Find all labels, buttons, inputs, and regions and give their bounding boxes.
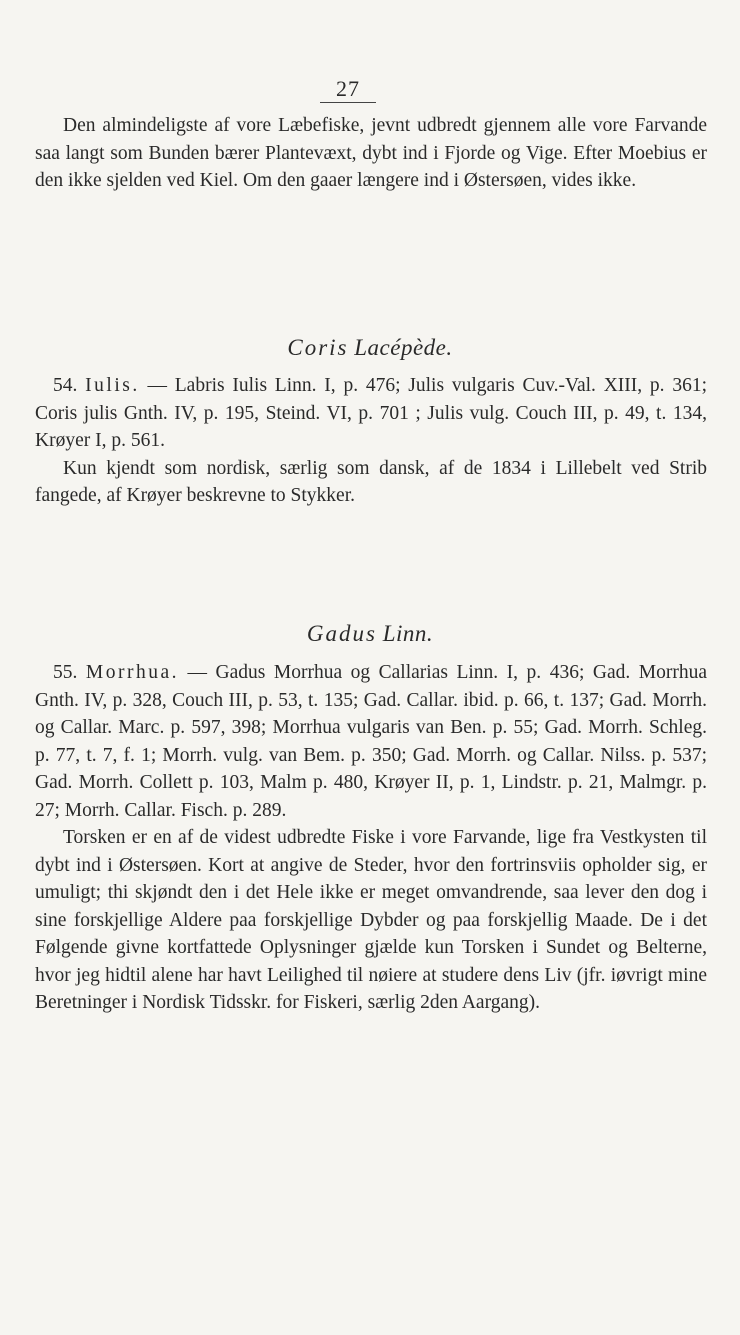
- page-number: 27: [320, 76, 376, 103]
- entry-55-synonymy: [35, 659, 707, 824]
- section-heading-coris: [0, 334, 740, 362]
- entry-54: [35, 372, 707, 510]
- genus-name: Gadus: [306, 621, 377, 646]
- entry-number: 54.: [53, 375, 78, 396]
- intro-paragraph: Den almindeligste af vore Læbefiske, jevnt udbredt gjennem alle vore Farvande saa langt som Bunden bærer Plantevæxt, dybt ind i Fjorde og Vige. Efter Moebius er den ikke sjelden ved Kiel. Om den gaaer længere ind i Østersøen, vides ikke.: [35, 115, 707, 191]
- species-name: Morrhua.: [85, 662, 179, 683]
- synonymy-text: — Gadus Morrhua og Callarias Linn. I, p. 436; Gad. Morrhua Gnth. IV, p. 328, Couch III, p. 53, t. 135; Gad. Callar. ibid. p. 66, t. 137; Gad. Morrh. og Callar. Marc. p. 597, 398; Morrhua vulgaris van Ben. p. 55; Gad. Morrh. Schleg. p. 77, t. 7, f. 1; Morrh. vulg. van Bem. p. 350; Gad. Morrh. og Callar. Nilss. p. 537; Gad. Morrh. Collett p. 103, Malm p. 480, Krøyer II, p. 1, Lindstr. p. 21, Malmgr. p. 27; Morrh. Callar. Fisch. p. 289.: [35, 662, 707, 821]
- entry-number: 55.: [53, 662, 78, 683]
- entry-55: [35, 659, 707, 1017]
- section-heading-gadus: [0, 620, 740, 648]
- synonymy-text: — Labris Iulis Linn. I, p. 476; Julis vulgaris Cuv.-Val. XIII, p. 361; Coris julis Gnth. IV, p. 195, Steind. VI, p. 701 ; Julis vulg. Couch III, p. 49, t. 134, Krøyer I, p. 561.: [35, 375, 707, 451]
- entry-54-note: Kun kjendt som nordisk, særlig som dansk, af de 1834 i Lillebelt ved Strib fangede, af Krøyer beskrevne to Stykker.: [35, 457, 707, 506]
- genus-name: Coris: [287, 335, 349, 360]
- intro-block: [35, 112, 707, 195]
- species-name: Iulis.: [85, 375, 140, 396]
- genus-author: Linn.: [382, 621, 434, 646]
- entry-54-synonymy: [35, 372, 707, 455]
- genus-author: Lacépède.: [354, 335, 453, 360]
- entry-55-note: Torsken er en af de videst udbredte Fiske i vore Farvande, lige fra Vestkysten til dybt ind i Østersøen. Kort at angive de Steder, hvor den fortrinsviis opholder sig, er umuligt; thi skjøndt den i det Hele ikke er meget omvandrende, saa lever den dog i sine forskjellige Aldere paa forskjellige Dybder og paa forskjellig Maade. De i det Følgende givne kortfattede Oplysninger gjælde kun Torsken i Sundet og Belterne, hvor jeg hidtil alene har havt Leilighed til nøiere at studere dens Liv (jfr. iøvrigt mine Beretninger i Nordisk Tidsskr. for Fiskeri, særlig 2den Aargang).: [35, 827, 707, 1013]
